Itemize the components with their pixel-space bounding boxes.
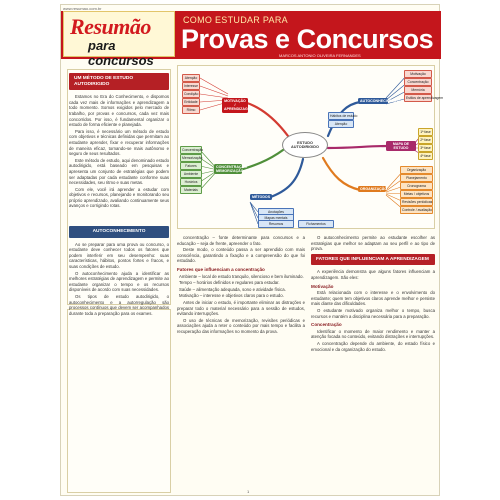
paragraph: Deste modo, o conteúdo passa a ser aprendido com mais consciência, garantindo a fixação e a compreensão do que foi estudado. [177, 247, 305, 264]
paragraph: Ao se preparar para uma prova ou concurso, o estudante deve conhecer todos os fatores que podem interferir em seu desempenho: suas características, hábitos, pontos fortes e fracos, e suas condições de estudo. [69, 241, 169, 270]
hub-methods: MÉTODOS [252, 195, 271, 199]
bullet-item: Saúde – alimentação adequada, sono e atividade física. [179, 286, 286, 292]
mm-node: 1ª fase [418, 128, 433, 136]
paragraph: Antes de iniciar o estudo, é importante eliminar as distrações e preparar todo o material necessário para a sessão de estudos, evitando interrupções. [177, 299, 305, 317]
mm-node: Atenção [182, 74, 200, 82]
paragraph: Para isso, é necessário um método de estudo com objetivos e técnicas definidas que permitam ao estudante aprender, fixar e recuperar informações de maneira eficaz, tornando-se mais autônomo e seguro de seus resultados. [69, 128, 169, 157]
section-heading-factors: FATORES QUE INFLUENCIAM A APRENDIZAGEM [311, 254, 435, 266]
mm-node: Revisões periódicas [402, 200, 433, 204]
sub-heading-motivation: Motivação [311, 283, 334, 289]
header-banner [61, 11, 441, 68]
right-column [311, 235, 435, 493]
paragraph: O autoconhecimento ajuda a identificar as melhores estratégias de aprendizagem e permite ao estudante organizar o tempo e os recursos disponíveis de acordo com suas necessidades. [69, 270, 169, 293]
paragraph: Está relacionada com o interesse e o envolvimento do estudante; quem tem objetivos claros aprende melhor e persiste mais diante das dificuldades. [311, 290, 435, 307]
mm-node: 3ª fase [418, 144, 433, 152]
page-number: 1 [247, 489, 250, 494]
study-sheet [60, 4, 444, 496]
mm-node: Entidade [182, 98, 200, 106]
mm-node: Ambiente [180, 170, 202, 178]
paragraph: O autoconhecimento permite ao estudante escolher as estratégias que melhor se adaptam ao seu perfil e ao tipo de prova. [311, 235, 435, 252]
mm-node: Motivação [404, 70, 432, 78]
mind-map [177, 65, 444, 229]
paragraph: concentração – fonte determinante para concursos e a educação – seja de frente, apreender o fato. [177, 235, 305, 246]
middle-column [177, 235, 305, 493]
mm-node: 4ª fase [418, 152, 433, 160]
mm-node: Concentração [404, 78, 432, 86]
paragraph: Com ele, você irá aprender a estudar com objetivos e recursos, planejando e monitorando seu próprio aprendizado, avaliando continuamente seus avanços e corrigindo rotas. [69, 186, 169, 209]
section-heading-method: UM MÉTODO DE ESTUDO AUTODIRIGIDO [69, 73, 169, 90]
hub-study-map: MAPA DE ESTUDO [386, 141, 416, 151]
connector-orange [323, 158, 360, 190]
bullet-item: Motivação – interesse e objetivos claros para o estudo. [179, 293, 284, 299]
mm-node: Estilos de aprendizagem [406, 96, 444, 100]
section-heading-autoconhecimento: AUTOCONHECIMENTO [69, 226, 169, 238]
mm-node: Condição [184, 92, 199, 96]
brand-subtitle: para concursos [88, 38, 154, 68]
connector-blue-low [268, 159, 303, 198]
mm-node: Organização [400, 166, 433, 174]
mm-node: Interesse [182, 82, 200, 90]
site-url[interactable]: www.resumao.com.br [63, 6, 102, 11]
mm-node: Fichamentos [298, 220, 334, 228]
mm-node: Hábitos de estudo [330, 114, 358, 118]
hub-motivation: MOTIVAÇÃO / APRENDIZAGEM [224, 99, 254, 112]
mm-node: Concentração [182, 148, 204, 152]
brand-logo [63, 11, 175, 68]
hub-concentration: CONCENTRAÇÃO MEMORIZAÇÃO [216, 165, 247, 174]
paragraph: Este método de estudo, aqui denominado estudo autodirigido, está baseado em pesquisas e apresenta um conjunto de estratégias que podem ser adaptadas por cada estudante conforme suas necessidades, seu ritmo e suas metas. [69, 157, 169, 186]
mm-node: Fatores [180, 162, 202, 170]
mm-node: Metas / objetivos [400, 190, 433, 198]
mm-node: Cronograma [400, 182, 433, 190]
paragraph: A concentração depende do ambiente, do estado físico e emocional e da organização do estudo. [311, 340, 435, 352]
sub-heading-concentration: Concentração [311, 322, 342, 328]
brand-name: Resumão [70, 14, 151, 39]
mm-node: Memorização [182, 156, 203, 160]
page-title: Provas e Concursos [181, 24, 434, 54]
mm-node: Horários [180, 178, 202, 186]
mm-node: Planejamento [400, 174, 433, 182]
paragraph: Estamos no Era do Conhecimento, e dispomos cada vez mais de informações e aprendizagem a todo momento. Somos exigidos pelo mercado de trabalho, por provas e concursos, cada vez mais concorridos. Por isso, é fundamental organizar o estudo de forma eficiente e planejada. [69, 94, 169, 128]
bullet-item: Ambiente – local de estudo tranquilo, silencioso e bem iluminado. [179, 273, 304, 279]
mm-node: Materiais [180, 186, 202, 194]
title-kicker: COMO ESTUDAR PARA [183, 15, 288, 25]
mm-node: Atenção [328, 120, 354, 128]
mm-node: Anotações [258, 208, 294, 216]
hub-organization: ORGANIZAÇÃO [360, 187, 388, 191]
bullet-item: Tempo – horários definidos e regulares para estudar. [179, 280, 280, 286]
mm-node: Ritmo [182, 106, 200, 114]
sub-heading: Fatores que influenciam a concentração [177, 266, 265, 272]
paragraph: A experiência demonstra que alguns fatores influenciam a aprendizagem. São eles: [311, 269, 435, 280]
author-name: MARCOS ANTONIO OLIVEIRA FERNANDES [279, 53, 361, 58]
paragraph: O uso de técnicas de memorização, revisões periódicas e associações ajuda a reter o conteúdo por mais tempo e facilita a recuperação das informações no momento da prova. [177, 317, 305, 334]
connector-magenta [328, 146, 388, 148]
left-column [69, 71, 169, 491]
paragraph: Os tipos de estudo autodirigido, o autoconhecimento e a autorregulação são processos contínuos que devem ser acompanhados durante toda a preparação para os exames. [69, 294, 169, 316]
hub-autoconhecimento: AUTOCONHECIMENTO [360, 99, 400, 103]
mm-node: Mapas mentais [258, 214, 294, 222]
mm-node: Controle / avaliação [402, 208, 432, 212]
mind-map-center: ESTUDO AUTODIRIGIDO [282, 132, 328, 158]
mm-node: Resumos [258, 220, 294, 228]
mm-node: 2ª fase [418, 136, 433, 144]
mm-node: Memória [404, 86, 432, 94]
paragraph: O estudante motivado organiza melhor o tempo, busca recursos e mantém a disciplina necessária para a preparação. [311, 307, 435, 319]
paragraph: Identificar o momento de maior rendimento e manter a atenção focada no conteúdo, evitando distrações e interrupções. [311, 328, 435, 340]
